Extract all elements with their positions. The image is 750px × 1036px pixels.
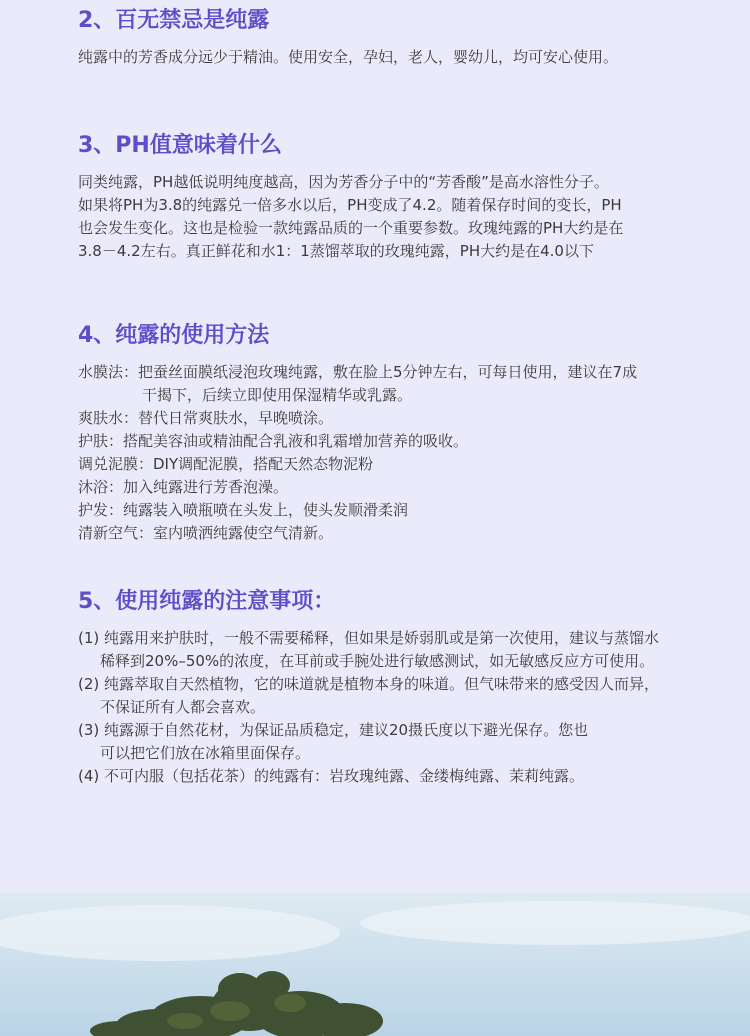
section-4	[78, 323, 718, 545]
body-line: 护肤：搭配美容油或精油配合乳液和乳霜增加营养的吸收。	[78, 432, 469, 450]
section-heading: 5、使用纯露的注意事项：	[78, 589, 336, 614]
body-line: 护发：纯露装入喷瓶喷在头发上，使头发顺滑柔润	[78, 501, 409, 519]
body-line: 不保证所有人都会喜欢。	[100, 698, 266, 716]
tree-photo-illustration	[0, 893, 750, 1036]
section-heading: 4、纯露的使用方法	[78, 323, 270, 348]
body-line: (4) 不可内服（包括花茶）的纯露有：岩玫瑰纯露、金缕梅纯露、茉莉纯露。	[78, 767, 585, 785]
body-line: (3) 纯露源于自然花材，为保证品质稳定，建议20摄氏度以下避光保存。您也	[78, 721, 589, 739]
body-line: 清新空气：室内喷洒纯露使空气清新。	[78, 524, 334, 542]
landscape-photo	[0, 893, 750, 1036]
body-line: (1) 纯露用来护肤时，一般不需要稀释，但如果是娇弱肌或是第一次使用，建议与蒸馏水	[78, 629, 660, 647]
body-line: 纯露中的芳香成分远少于精油。使用安全，孕妇，老人，婴幼儿，均可安心使用。	[78, 48, 619, 66]
body-line: 稀释到20%–50%的浓度，在耳前或手腕处进行敏感测试，如无敏感反应方可使用。	[100, 652, 655, 670]
body-line: (2) 纯露萃取自天然植物，它的味道就是植物本身的味道。但气味带来的感受因人而异，	[78, 675, 660, 693]
section-3	[78, 133, 718, 263]
body-line: 如果将PH为3.8的纯露兑一倍多水以后，PH变成了4.2。随着保存时间的变长，PH	[78, 196, 622, 214]
section-2	[78, 8, 718, 69]
body-line: 调兑泥膜：DIY调配泥膜，搭配天然态物泥粉	[78, 455, 374, 473]
body-line: 爽肤水：替代日常爽肤水，早晚喷涂。	[78, 409, 334, 427]
body-line: 沐浴：加入纯露进行芳香泡澡。	[78, 478, 289, 496]
section-5	[78, 589, 718, 788]
body-line: 水膜法：把蚕丝面膜纸浸泡玫瑰纯露，敷在脸上5分钟左右，可每日使用，建议在7成	[78, 363, 638, 381]
body-line: 3.8－4.2左右。真正鲜花和水1：1蒸馏萃取的玫瑰纯露，PH大约是在4.0以下	[78, 242, 594, 260]
body-line: 也会发生变化。这也是检验一款纯露品质的一个重要参数。玫瑰纯露的PH大约是在	[78, 219, 624, 237]
section-heading: 3、PH值意味着什么	[78, 133, 282, 158]
body-line: 可以把它们放在冰箱里面保存。	[100, 744, 311, 762]
section-heading: 2、百无禁忌是纯露	[78, 8, 270, 33]
body-line: 同类纯露，PH越低说明纯度越高，因为芳香分子中的“芳香酸”是高水溶性分子。	[78, 173, 609, 191]
body-line: 干揭下，后续立即使用保湿精华或乳露。	[142, 386, 413, 404]
